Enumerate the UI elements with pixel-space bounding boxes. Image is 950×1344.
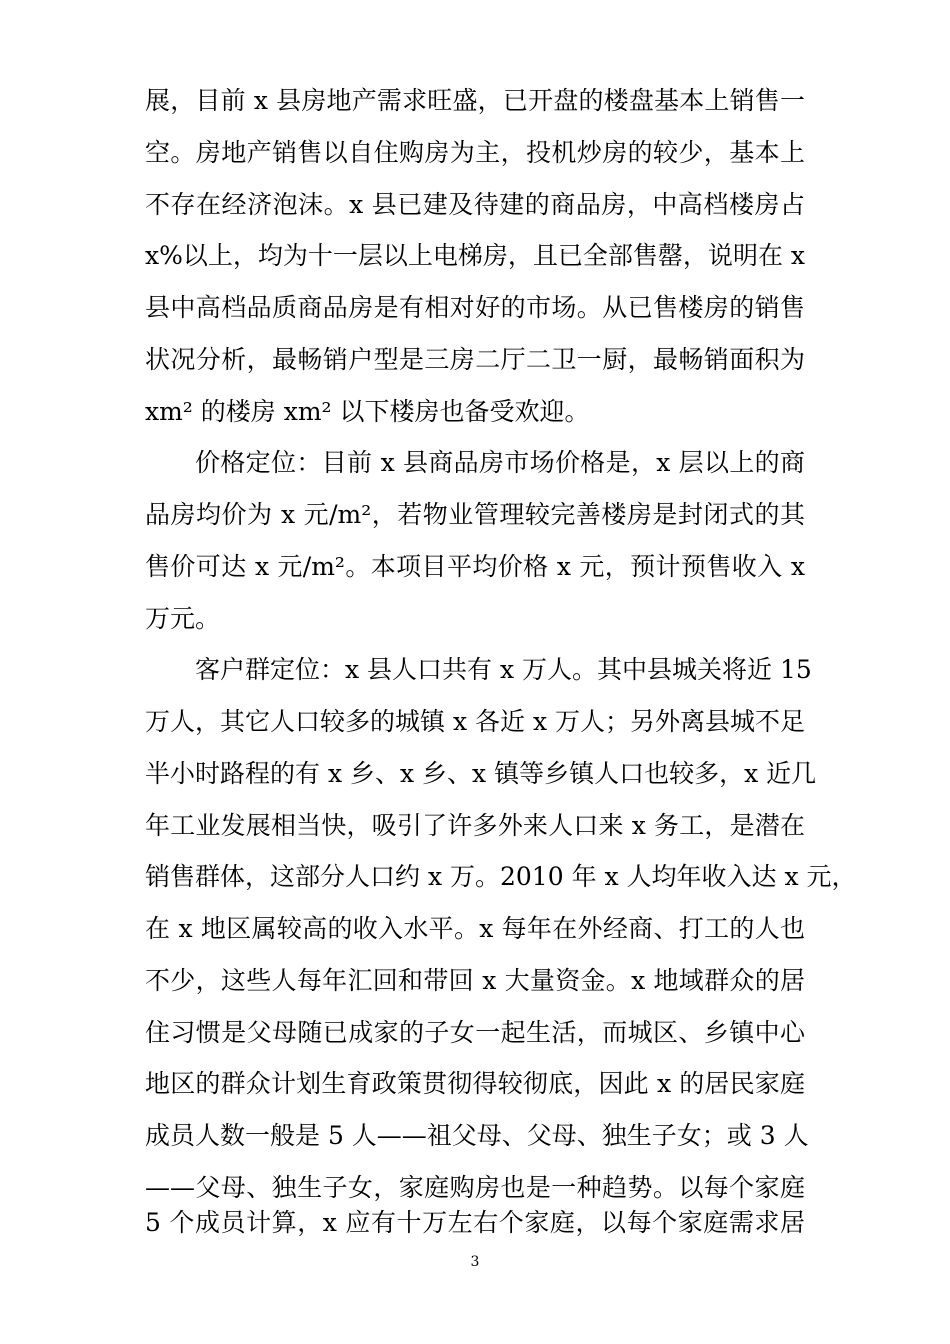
- text-line: xm² 的楼房 xm² 以下楼房也备受欢迎。: [145, 397, 590, 426]
- text-line: 成员人数一般是 5 人——祖父母、父母、独生子女；或 3 人: [145, 1121, 809, 1150]
- text-line: 空。房地产销售以自住购房为主，投机炒房的较少，基本上: [145, 138, 805, 167]
- text-line: 品房均价为 x 元/m²，若物业管理较完善楼房是封闭式的其: [145, 500, 805, 529]
- text-line: 万人，其它人口较多的城镇 x 各近 x 万人；另外离县城不足: [145, 707, 805, 736]
- text-line: 售价可达 x 元/m²。本项目平均价格 x 元，预计预售收入 x: [145, 552, 805, 581]
- text-line: 年工业发展相当快，吸引了许多外来人口来 x 务工，是潜在: [145, 811, 805, 840]
- text-line: 不少，这些人每年汇回和带回 x 大量资金。x 地域群众的居: [145, 966, 805, 995]
- text-line: 状况分析，最畅销户型是三房二厅二卫一厨，最畅销面积为: [145, 345, 805, 374]
- text-line: 县中高档品质商品房是有相对好的市场。从已售楼房的销售: [145, 293, 805, 322]
- text-line: 价格定位：目前 x 县商品房市场价格是，x 层以上的商: [195, 448, 805, 477]
- text-line: 销售群体，这部分人口约 x 万。2010 年 x 人均年收入达 x 元，: [145, 862, 857, 891]
- text-line: x%以上，均为十一层以上电梯房，且已全部售罄，说明在 x: [145, 241, 805, 270]
- text-line: 5 个成员计算，x 应有十万左右个家庭，以每个家庭需求居: [145, 1208, 805, 1237]
- text-line: 不存在经济泡沫。x 县已建及待建的商品房，中高档楼房占: [145, 190, 805, 219]
- text-line: 地区的群众计划生育政策贯彻得较彻底，因此 x 的居民家庭: [145, 1069, 805, 1098]
- text-line: 半小时路程的有 x 乡、x 乡、x 镇等乡镇人口也较多，x 近几: [145, 759, 817, 788]
- text-line: 展，目前 x 县房地产需求旺盛，已开盘的楼盘基本上销售一: [145, 86, 805, 115]
- text-line: 住习惯是父母随已成家的子女一起生活，而城区、乡镇中心: [145, 1018, 805, 1047]
- text-line: 万元。: [145, 604, 221, 633]
- text-line: 在 x 地区属较高的收入水平。x 每年在外经商、打工的人也: [145, 914, 805, 943]
- text-line: 客户群定位：x 县人口共有 x 万人。其中县城关将近 15: [195, 655, 812, 684]
- page-number: 3: [470, 1254, 480, 1270]
- text-line: ——父母、独生子女，家庭购房也是一种趋势。以每个家庭: [145, 1173, 805, 1202]
